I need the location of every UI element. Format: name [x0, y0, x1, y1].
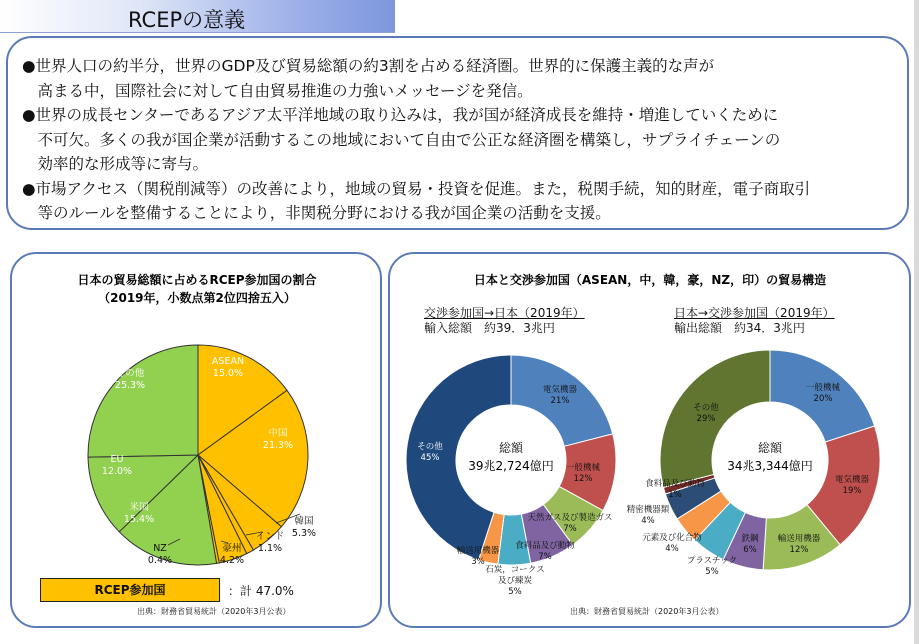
pie-slice-label: EU 12.0% [101, 454, 133, 477]
bullet-line: 等のルールを整備することにより，非関税分野における我が国企業の活動を支援。 [22, 204, 611, 222]
bullet-line: ●市場アクセス（関税削減等）の改善により，地域の貿易・投資を促進。また，税関手続，知的財産，電子商取引 [22, 179, 811, 198]
donut-slice-label: 元素及び化合物 4% [642, 533, 702, 554]
slide-title: RCEPの意義 [128, 8, 246, 32]
donut-center-label: 総額 [498, 441, 524, 455]
rcep-legend-total: ：計 47.0% [228, 584, 294, 598]
bullet-line: 不可欠。多くの我が国企業が活動するこの地域において自由で公正な経済圏を構築し，サプライチェーンの [22, 130, 781, 149]
left-chart-subtitle: （2019年，小数点第2位四捨五入） [98, 291, 296, 305]
pie-slice-label: その他 25.3% [114, 368, 146, 391]
donut-slice-label: 輸送用機器 12% [777, 534, 821, 555]
donut-center-value: 34兆3,344億円 [727, 459, 813, 473]
donut-slice-label: その他 45% [417, 442, 443, 463]
export-heading-block [674, 306, 835, 336]
window-edge [914, 0, 919, 644]
donut-slice-label: 食料品及び動物 7% [515, 541, 575, 562]
donut-slice-label: 一般機械 20% [805, 383, 841, 404]
donut-slice-label: 鉄鋼 6% [741, 534, 759, 555]
pie-slice-label: 豪州 4.2% [219, 543, 245, 566]
pie-slice-label: ASEAN 15.0% [211, 356, 245, 379]
donut-slice-label: 電気機器 21% [542, 385, 578, 406]
donut-slice-label: 一般機械 12% [565, 463, 601, 484]
export-heading: 日本→交渉参加国（2019年） [674, 306, 835, 320]
left-chart-title: 日本の貿易総額に占めるRCEP参加国の割合 [77, 273, 317, 287]
right-source: 出典：財務省貿易統計（2020年3月公表） [570, 607, 724, 616]
donut-slice-label: 食料品及び動物 1% [645, 479, 705, 500]
donut-center-label: 総額 [757, 441, 783, 455]
donut-slice-label: 石炭，コークス及び練炭 5% [485, 565, 545, 597]
donut-slice-label: 輸送用機器 3% [456, 546, 500, 567]
donut-slice-label: 電気機器 19% [834, 475, 870, 496]
donut-slice-label: 精密機器類 4% [626, 505, 670, 526]
pie-slice-label: 韓国 5.3% [291, 516, 317, 539]
import-total: 輸入総額 約39．3兆円 [424, 321, 555, 335]
rcep-legend-box: RCEP参加国 [40, 578, 220, 602]
pie-slice-label: NZ 0.4% [147, 543, 173, 566]
donut-slice-label: 天然ガス及び製造ガス 7% [527, 513, 613, 534]
donut-slice-label: プラスチック 5% [686, 556, 738, 577]
donut-center-value: 39兆2,724億円 [468, 459, 554, 473]
import-heading: 交渉参加国→日本（2019年） [424, 306, 585, 320]
left-source: 出典：財務省貿易統計（2020年3月公表） [137, 607, 291, 616]
bullet-line: 高まる中，国際社会に対して自由貿易推進の力強いメッセージを発信。 [22, 81, 533, 100]
donut-slice-label: その他 29% [693, 403, 719, 424]
bullet-line: 効率的な形成等に寄与。 [22, 155, 209, 173]
pie-slice-label: 中国 21.3% [262, 428, 294, 451]
pie-slice [88, 345, 198, 457]
pie-slice-label: 米国 15.4% [123, 502, 155, 525]
export-total: 輸出総額 約34．3兆円 [674, 321, 805, 335]
bullet-line: ●世界人口の約半分，世界のGDP及び貿易総額の約3割を占める経済圏。世界的に保護主義的な声が [22, 57, 715, 75]
right-chart-title: 日本と交渉参加国（ASEAN，中，韓，豪，NZ，印）の貿易構造 [473, 273, 827, 287]
import-heading-block [424, 306, 585, 336]
pie-slice-label: インド 1.1% [255, 531, 285, 554]
bullet-line: ●世界の成長センターであるアジア太平洋地域の取り込みは，我が国が経済成長を維持・増進していくために [22, 106, 779, 124]
